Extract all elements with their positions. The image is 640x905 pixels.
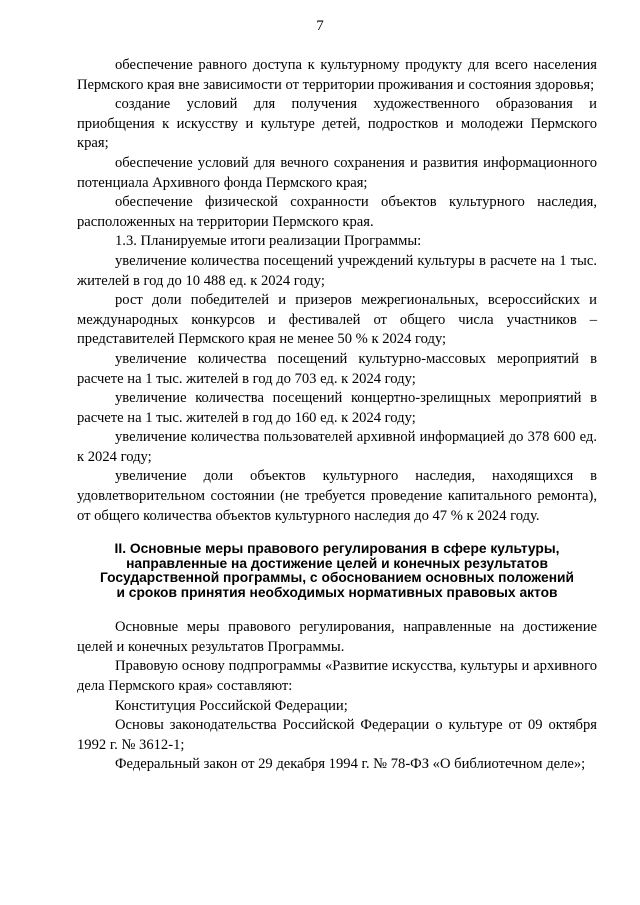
paragraph: Основы законодательства Российской Федерации о культуре от 09 октября 1992 г. № 3612-1; bbox=[77, 717, 597, 753]
section-subheading: 1.3. Планируемые итоги реализации Программы: bbox=[115, 233, 422, 250]
paragraph: Правовую основу подпрограммы «Развитие искусства, культуры и архивного дела Пермского края» составляют: bbox=[77, 658, 597, 695]
paragraph: увеличение доли объектов культурного наследия, находящихся в удовлетворительном состоянии (не требуется проведение капитального ремонта), от общего количества объектов культурного наследия до 47 % к 2024 году. bbox=[77, 468, 597, 524]
section-heading-line: направленные на достижение целей и конечных результатов bbox=[126, 555, 548, 571]
page-number: 7 bbox=[316, 18, 324, 34]
paragraph: рост доли победителей и призеров межрегиональных, всероссийских и международных конкурсов и фестивалей от общего числа участников – представителей Пермского края не менее 50 % к 2024 году; bbox=[77, 292, 597, 348]
paragraph: создание условий для получения художественного образования и приобщения к искусству и культуре детей, подростков и молодежи Пермского края; bbox=[77, 96, 597, 152]
paragraph: увеличение количества посещений учреждений культуры в расчете на 1 тыс. жителей в год до 10 488 ед. к 2024 году; bbox=[77, 252, 597, 289]
paragraph: обеспечение физической сохранности объектов культурного наследия, расположенных на территории Пермского края. bbox=[77, 194, 597, 230]
section-heading bbox=[77, 542, 597, 600]
paragraph: обеспечение равного доступа к культурному продукту для всего населения Пермского края вне зависимости от территории проживания и состояния здоровья; bbox=[77, 57, 597, 93]
paragraph: увеличение количества посещений культурно-массовых мероприятий в расчете на 1 тыс. жителей в год до 703 ед. к 2024 году; bbox=[77, 350, 597, 387]
paragraph: увеличение количества посещений концертно-зрелищных мероприятий в расчете на 1 тыс. жителей в год до 160 ед. к 2024 году; bbox=[77, 390, 597, 426]
section-heading-line: Государственной программы, с обоснованием основных положений bbox=[99, 570, 574, 586]
paragraph: Конституция Российской Федерации; bbox=[115, 697, 348, 714]
paragraph: обеспечение условий для вечного сохранения и развития информационного потенциала Архивного фонда Пермского края; bbox=[77, 154, 597, 191]
paragraph: Федеральный закон от 29 декабря 1994 г. № 78-ФЗ «О библиотечном деле»; bbox=[115, 756, 586, 773]
paragraph: Основные меры правового регулирования, направленные на достижение целей и конечных результатов Программы. bbox=[77, 619, 597, 655]
section-heading-line: и сроков принятия необходимых нормативных правовых актов bbox=[116, 584, 558, 600]
document-body bbox=[77, 56, 597, 775]
paragraph: увеличение количества пользователей архивной информацией до 378 600 ед. к 2024 году; bbox=[77, 429, 597, 465]
section-heading-line: II. Основные меры правового регулирования в сфере культуры, bbox=[114, 541, 560, 557]
